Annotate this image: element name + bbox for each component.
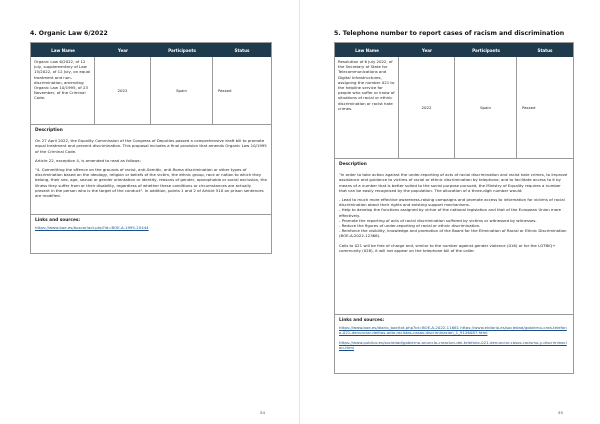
header-status: Status [234, 47, 250, 53]
law-card [334, 42, 574, 374]
header-law-name: Law Name [51, 47, 75, 53]
cell-year: 2022 [399, 57, 455, 158]
cell-participants: Spain [151, 57, 213, 124]
links-block [31, 215, 271, 237]
table-row [335, 57, 573, 159]
description-paragraph: "4. Committing the offence on the grounds of racist, anti-Semitic, anti-Roma discrimination or other types of discrimination based on the ideology, religion or beliefs of the victim, the ethnic group, race or nation to which they belong, their sex, age, sexual or gender orientation or identity, reasons of gender, aporophobia or social exclusion, the illness they suffer from or their disability, regardless of whether these conditions or circumstances are actually present in the person who is the target of the conduct". In addition, points 1 and 2 of Article 510 on prison sentences are modified. [35, 167, 267, 199]
description-paragraph: On 27 April 2022, the Equality Commission of the Congress of Deputies passed a comprehensive draft bill to promote equal treatment and prevent discrimination. This proposal includes a final provision that amends Organic Law 10/1995 of the Criminal Code. [35, 138, 267, 154]
links-label: Links and sources: [339, 318, 385, 323]
cell-status: Passed [522, 104, 536, 110]
cell-law-name: Organic Law 6/2022, of 12 July, supplementary of Law 15/2022, of 12 July, on equal treatment and non-discrimination, amending Organic Law 10/1995, of 23 November, of the Criminal Code. [31, 57, 95, 124]
header-year: Year [421, 47, 433, 53]
section-title: 4. Organic Law 6/2022 [30, 30, 108, 37]
table-header [31, 43, 271, 57]
source-link[interactable]: https://www.publico.es/sociedad/gobierno-anuncia-creacion-del-telefono-021-denunciar-casos-racismo-y-discriminacion.html [339, 339, 567, 350]
description-block [335, 159, 573, 315]
cell-year: 2022 [95, 57, 151, 124]
header-status: Status [537, 47, 553, 53]
header-year: Year [117, 47, 129, 53]
links-label: Links and sources: [35, 218, 81, 223]
description-bullet: - Help to develop the functions assigned by virtue of the national legislation and that of the European Union more effectively. [339, 207, 562, 218]
header-law-name: Law Name [355, 47, 379, 53]
description-paragraph: "In order to take action against the under-reporting of acts of racial discrimination and racist hate crimes, to improve assistance and guidance to victims of racial or ethnic discrimination by telephone, and to facilitate access to it by means of a number that is better suited to the social purpose pursued, the Ministry of Equality requires a number that can be easily recognised by the population. The allocation of a three-digit number would: [339, 172, 568, 193]
law-card [30, 42, 272, 254]
description-bullet: - Reinforce the visibility, knowledge and promotion of the Board for the Elimination of Racial or Ethnic Discrimination (BOE-A-2022-12368). [339, 228, 567, 239]
header-participants: Participants [472, 47, 500, 53]
description-paragraph: Article 22, exception 4, is amended to read as follows: [35, 157, 141, 163]
section-title: 5. Telephone number to report cases of racism and discrimination [334, 30, 565, 37]
source-link[interactable]: https://www.boe.es/buscar/act.php?id=BOE-A-1995-25444 [35, 225, 149, 231]
table-row [31, 57, 271, 125]
cell-participants: Spain [455, 57, 517, 158]
source-link[interactable]: https://www.boe.es/diario_boe/txt.php?id=BOE-A-2022-11661 https://www.eldiario.es/sociedad/gobierno-crea-telefono-021-denunciar-delitos-odio-racistas-casos-discriminacion_1_9126087.html [339, 325, 567, 336]
table-header [335, 43, 573, 57]
right-page [300, 0, 600, 424]
cell-status: Passed [218, 87, 232, 93]
description-label: Description [339, 162, 367, 167]
cell-law-name: Resolution of 6 July 2022, of the Secretary of State for Telecommunications and Digital Infrastructures, assigning the number 021 to the helpline service for people who suffer or know of situations of racial or ethnic discrimination or racist hate crimes. [335, 57, 399, 158]
description-bullet: - Promote the reporting of acts of racial discrimination suffered by victims or witnessed by witnesses. [339, 217, 537, 223]
page-number: 54 [260, 410, 265, 415]
description-paragraph: Calls to 021 will be free of charge and, similar to the number against gender violence (016) or for the LGTBIQ+ community (028), it will not appear on the telephone bill of the caller. [339, 242, 556, 253]
description-bullet: - Lead to much more effective awareness-raising campaigns and promote access to information for victims of racial discrimination about their rights and existing support mechanisms. [339, 197, 565, 208]
links-block [335, 315, 573, 357]
page-number: 55 [558, 410, 563, 415]
header-participants: Participants [168, 47, 196, 53]
description-label: Description [35, 128, 63, 133]
description-block [31, 125, 271, 215]
description-bullet: - Reduce the figures of under-reporting of racial or ethnic discrimination. [339, 223, 481, 229]
